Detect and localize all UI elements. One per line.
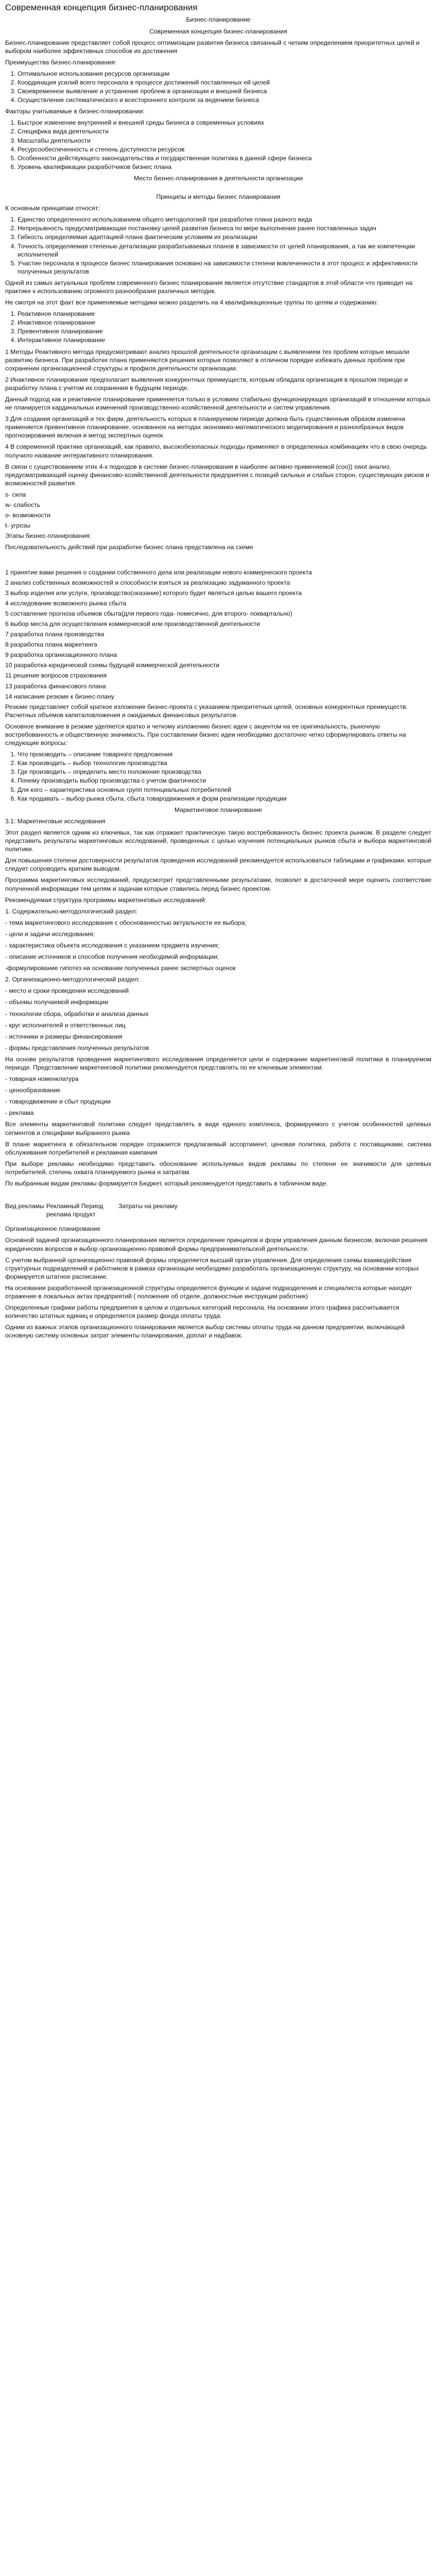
paragraph: 1. Содержательно-методологический раздел: (5, 907, 137, 915)
paragraph: - технологии сбора, обработки и анализа данных (5, 1010, 149, 1018)
paragraph: Не смотря на этот факт все применяемые методики можно разделить на 4 квалификационные группы по целям и содержанию: (5, 299, 378, 307)
list-item: 1. Единство определенного использованием общего методологией при разработке плана разного вида (18, 215, 431, 224)
section-heading: Принципы и методы бизнес планирования (156, 193, 281, 201)
list-item: 3. Гибкость определяемая адаптацией плана фактическим условиям их реализации (18, 233, 431, 241)
paragraph: 4 В современной практике организаций, как правило, высоко​безопасных подходы применяют в определенных комбинациях что в свою очередь получило название интерактивного планирования. (5, 443, 427, 459)
paragraph: s- сила (5, 490, 26, 498)
paragraph: 6 выбор места для осуществления коммерческой или производственной деятельности (5, 620, 260, 628)
paragraph: Основной задачей организационного планирования является определение принципов и форм управления данным бизнесом, включая решения юридических вопросов и выбор организационно-правовой формы предпринимательской деятельности. (5, 1236, 428, 1252)
paragraph: - источники и размеры финансирования (5, 1032, 123, 1040)
numbered-list (5, 215, 431, 276)
paragraph: 2. Организационно-методологический раздел: (5, 976, 140, 984)
paragraph: - круг исполнителей и ответственных лиц (5, 1021, 126, 1029)
paragraph: Бизнес-планирование представляет собой процесс оптимизации развития бизнеса связанный с четким определением приоритетных целей и выбором наиболее эффективных способов их достижения (5, 39, 420, 55)
numbered-list (5, 118, 431, 171)
list-item: 1. Что производить – описание товарного предложения (18, 750, 431, 758)
numbered-list (5, 310, 431, 344)
paragraph: Программа маркетинговых исследований, предусмотрит представленными результатами, позволит в достаточной мере оценить соответствие полученной информации тем целям и задачам которые ставились перед бизнес проектом. (5, 876, 431, 892)
spacer (5, 555, 431, 568)
paragraph: 14 написание резюме к бизнес-плану (5, 692, 114, 700)
table-header-cell: Рекламный Период реклама продукт (46, 1202, 103, 1218)
list-item: 2. Как производить – выбор технологии производства (18, 759, 431, 767)
list-item: 2. Координация усилий всего персонала в процессе достижений поставленных ей целей (18, 78, 431, 87)
list-item: 4. Почему производить выбор производства с учетом фактичности (18, 776, 431, 785)
paragraph: 5 составление прогноза объемов сбыта(для первого года- помесячно, для второго- поквартально) (5, 609, 292, 617)
list-item: 3. Где производить – определить место положение производства (18, 768, 431, 776)
table-header-cell: Вид рекламы (5, 1202, 44, 1210)
paragraph: 3 Для создания организаций и тех фирм, деятельность которых в планируемом периоде должна быть существенным образом изменена применяется превентивное планирование, основанное на методах экономико-математического моделирования и разнообразных видов прогнозирования включая и метод экспертных оценок (5, 415, 405, 439)
paragraph: Одним из важных этапов организационного планирования является выбор системы оплаты труда на данном предприятии, включающей основную систему основных затрат элементы планирования, доплат и надбавок. (5, 1324, 405, 1340)
section-heading: Современная концепция бизнес-планирования (149, 27, 287, 35)
paragraph: - реклама (5, 1109, 34, 1117)
paragraph: К основным принципам относят: (5, 205, 100, 212)
paragraph: На основе результатов проведения маркетингового исследования определяется цели и содержание маркетинговой политики в планируемом периоде. Представление маркетинговой политики рекомендуется представлять по ее ключевым элементам: (5, 1055, 431, 1071)
list-item: 5. Для кого – характеристика основных групп потенциальных потребителей (18, 786, 431, 794)
list-item: 1. Реактивное планирование (18, 310, 431, 318)
paragraph: -формулирование гипотез на основании полученных ранее экспертных оценок (5, 964, 236, 972)
paragraph: 1 Методы Реактивного метода предусматривают анализ прошлой деятельности организации с выявлением тех проблем которые мешали развитию бизнеса. При разработке плана применяются решения которые позволяют в отличном порядке избежать данных проблем при сохранении организационной структуры и профиля деятельности организации. (5, 348, 409, 372)
list-item: 3. Превентивное планирование (18, 327, 431, 335)
paragraph: - цели и задачи исследования; (5, 930, 95, 938)
paragraph: - товарная номенклатура (5, 1075, 79, 1083)
paragraph: 10 разработка юридической схемы будущей коммерческой деятельности (5, 662, 220, 669)
paragraph: При выборе рекламы необходимо представить обоснование используемых видов рекламы по степени ее значимости для целевых потребителей, степень охвата планируемого рынка и затратам. (5, 1160, 431, 1176)
list-item: 2. Непрерывность предусматривающая постановку целей развития бизнеса по мере выполнения ранее поставленных задач (18, 224, 431, 232)
list-item: 4. Ресурсообеспеченность и степень доступности ресурсов (18, 145, 431, 154)
document-body (5, 15, 431, 1340)
page-title: Современная концепция бизнес-планирования (5, 3, 198, 12)
paragraph: - место и сроки проведения исследований (5, 987, 129, 995)
list-item: 2. Инактивное планирование (18, 318, 431, 327)
list-item: 4. Осуществление систематического и всестороннего контроля за ведением бизнеса (18, 96, 431, 104)
paragraph: 2 анализ собственных возможностей и способности взяться за реализацию задуманного проекта (5, 579, 290, 586)
paragraph: Данный подход как и реактивное планирование применяется только в условиях стабильно функционирующих организаций в отношении которых не планируется кардинальных изменений производственно-хозяйственной деятельности и систем управления. (5, 396, 431, 412)
paragraph: Основное внимание в резюме уделяется кратко и четкому изложению бизнес идеи с акцентом на ее оригинальность, рыночную востребованность и общественную значимость. При составлении бизнес идеи необходимо достаточно четко сформулировать ответы на следующие вопросы: (5, 722, 406, 747)
paragraph: o- возможности (5, 512, 50, 519)
paragraph: Этапы бизнес-планирования: (5, 532, 91, 540)
list-item: 3. Своевременное выявление и устранение проблем в организации и внешней бизнеса (18, 87, 431, 95)
paragraph: - характеристика объекта исследования с указанием предмета изучения; (5, 941, 219, 949)
paragraph: 1 принятие вами решения о создании собственного дела или реализации нового коммерческого проекта (5, 568, 312, 576)
paragraph: - ценообразование (5, 1087, 61, 1094)
list-item: 4. Точность определяемая степенью детализации разрабатываемых планов в зависимости от целей планирования, а так же компетенции исполнителей (18, 242, 431, 259)
list-item: 3. Масштабы деятельности (18, 137, 431, 145)
paragraph: 9 разработка организационного плана (5, 651, 117, 659)
paragraph: 11 решение вопросов страхования (5, 672, 107, 680)
paragraph: Преимущества бизнес-планирования: (5, 58, 116, 66)
list-item: 1. Быстрое изменение внутренней и внешней среды бизнеса в современных условиях (18, 118, 431, 127)
list-item: 6. Как продавать – выбор рынка сбыта, сбыта товародвижения и форм реализации продукции (18, 794, 431, 803)
spacer (5, 1191, 431, 1198)
list-item: 5. Особенности действующего законодательства и государственная политика в данной сфере бизнеса (18, 154, 431, 162)
paragraph: Организационное планирование (5, 1225, 101, 1233)
paragraph: Все элементы маркетинговой политики следует представлять в виде единого комплекса, формируемого с учетом особенностей целевых сегментов и специфики выбранного рынка (5, 1121, 431, 1137)
spacer (5, 185, 431, 193)
document (5, 2, 431, 1343)
paragraph: w- слабость (5, 501, 41, 509)
paragraph: С учетом выбранной организационно правовой формы определяется высший орган управления. Для определения схемы взаимодействия структурных подразделений и работников в рамках организации необходимо разработать организационную структуру, на основании которых формируется штатное расписание. (5, 1256, 419, 1280)
paragraph: В плане маркетинга в обязательном порядке отражается предлагаемый ассортимент, ценовая политика, работа с поставщиками, система обслуживания потребителей и рекламная кампания (5, 1140, 431, 1156)
paragraph: 3.1: Маркетинговые исследования (5, 817, 106, 825)
paragraph: На основании разработанной организационной структуры определяется функции и задачи подразделения и специалиста которые находят отражение в локальных актах предприятий ( положение об отделе, должностные инструкции работник) (5, 1284, 412, 1300)
paragraph: 2 Инактивное планирование предполагает выявления конкурентных преимуществ, которым обладала организация в прошлом периоде и разработку плана с учетом их сохранения в будущем периоде. (5, 376, 408, 392)
paragraph: 7 разработка плана производства (5, 631, 104, 638)
paragraph: Факторы учитываемые в бизнес-планировании: (5, 108, 145, 115)
paragraph: - тема маркетингового исследования с обоснованностью актуальности ее выбора; (5, 919, 247, 926)
section-heading: Место бизнес-планирования в деятельности организации (133, 174, 303, 182)
numbered-list (5, 70, 431, 104)
list-item: 1. Оптимальное использования ресурсов организации (18, 70, 431, 78)
paragraph: 3 выбор изделия или услуги, производство(оказание) которого будет являться целью вашего проекта (5, 589, 302, 597)
paragraph: Рекомендуемая структура программы маркетинговых исследований: (5, 896, 206, 904)
paragraph: - объемы получаемой информации (5, 998, 109, 1006)
list-item: 4. Интерактивное планирование (18, 336, 431, 344)
paragraph: Последовательность действий при разработке бизнес плана представлена на схеме (5, 544, 253, 551)
paragraph: 4 исследование возможного рынка сбыта (5, 599, 127, 607)
paragraph: - формы представления полученных результатов (5, 1044, 149, 1052)
paragraph: В связи с существованием этих 4-х подходов в системе бизнес-планирования в наиболее активно применяемой (соо)) swot анализ, предусматривающий оценку финансово-хозяйственной деятельности предприятия с позиций сильных и слабых сторон, существующих рисков и возможностей развития. (5, 463, 429, 487)
list-item: 2. Специфика вида деятельности (18, 127, 431, 135)
list-item: 5. Участие персонала в процессе бизнес планирования основано на зависимости степени вовлеченности в этот процесс и эффективности полученных результатов (18, 259, 431, 276)
paragraph: Этот раздел является одним из ключевых, так как отражает практическую такую востребованность бизнес проекта рынком. В разделе следует представить результаты маркетинговых исследований, проведенных с целью изучения потенциальных рынков сбыта и выбора маркетинговой политики. (5, 828, 431, 853)
section-heading: Маркетинговое планирование (174, 806, 263, 814)
paragraph: - описание источников и способов получения необходимой информации; (5, 953, 219, 961)
paragraph: 8 разработка плана маркетинга (5, 641, 97, 649)
numbered-list (5, 750, 431, 803)
paragraph: 13 разработка финансового плана (5, 682, 106, 690)
paragraph: - товародвижение и сбыт продукции (5, 1098, 111, 1106)
section-heading: Бизнес-планирование (186, 16, 251, 24)
paragraph: Одной из самых актуальных проблем современного бизнес планирования является отсутствие стандартов в этой области что приводит на практике к использованию огромного разнообразия различных методик. (5, 279, 413, 295)
paragraph: t- угрозы (5, 522, 31, 530)
table-header-cell: Затраты на рекламу (118, 1202, 178, 1210)
paragraph: Резюме представляет собой краткое изложение бизнес-проекта с указанием приоритетных целей, основных конкурентных преимуществ. Расчетных объемов капиталовложения и ожидаемых финансовых результатов. (5, 703, 408, 719)
list-item: 6. Уровень квалификации разработчиков бизнес плана (18, 163, 431, 171)
paragraph: Для повышения степени достоверности результатов проведения исследований рекомендуется использоваться таблицами и графиками, которые следует сопроводить кратким выводом. (5, 857, 431, 873)
paragraph: Определенные графики работы предприятия в целом и отдельных категорий персонала. На основании этого графика рассчитывается количество штатных единиц и определяется размер фонда оплаты труда. (5, 1304, 399, 1320)
paragraph: По выбранным видам рекламы формируется Бюджет, который рекомендуется представить в табличном виде. (5, 1180, 328, 1188)
advertising-budget-table (5, 1201, 431, 1219)
